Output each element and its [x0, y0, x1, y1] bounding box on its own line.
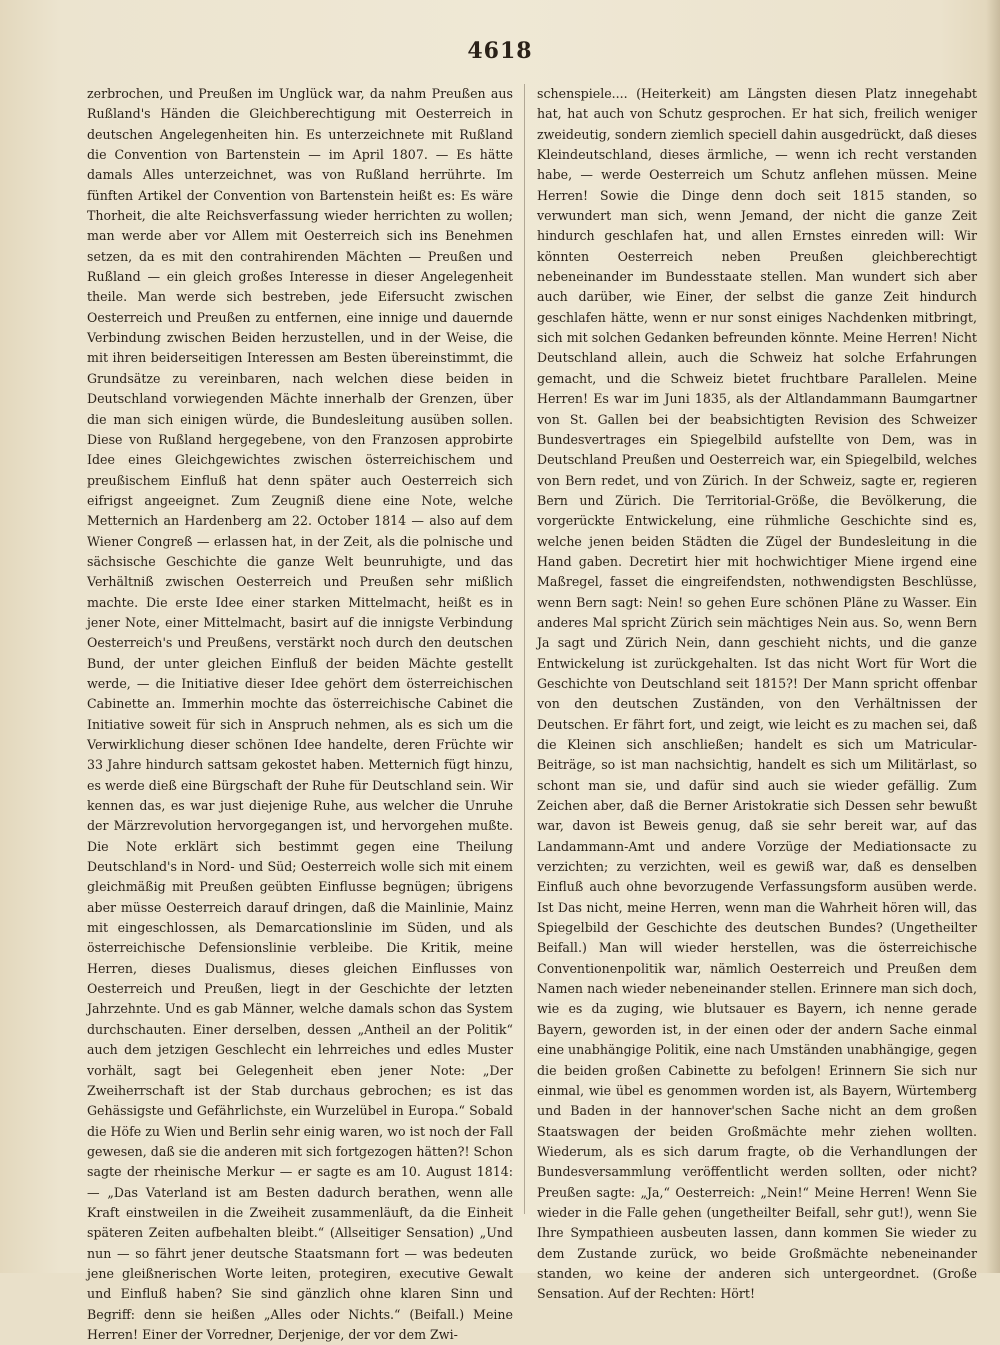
text-column-right	[537, 84, 977, 1305]
column-text-left: zerbrochen, und Preußen im Unglück war, da nahm Preußen aus Rußland's Händen die Gleichberechtigung mit Oesterreich in deutschen Angelegenheiten hin. Es unterzeichnete mit Rußland die Convention von Bartenstein — im April 1807. — Es hätte damals Alles unterzeichnet, was von Rußland herrührte. Im fünften Artikel der Convention von Bartenstein heißt es: Es wäre Thorheit, die alte Reichsverfassung wieder herrichten zu wollen; man werde aber vor Allem mit Oesterreich sich ins Benehmen setzen, da es mit den contrahirenden Mächten — Preußen und Rußland — ein gleich großes Interesse in dieser Angelegenheit theile. Man werde sich bestreben, jede Eifersucht zwischen Oesterreich und Preußen zu entfernen, eine innige und dauernde Verbindung zwischen Beiden herzustellen, und in der Weise, die mit ihren beiderseitigen Interessen am Besten übereinstimmt, die Grundsätze zu vereinbaren, nach welchen diese beiden in Deutschland vorwiegenden Mächte innerhalb der Grenzen, über die man sich einigen würde, die Bundesleitung ausüben sollen. Diese von Rußland hergegebene, von den Franzosen approbirte Idee eines Gleichgewichtes zwischen österreichischem und preußischem Einfluß hat denn später auch Oesterreich sich eifrigst angeeignet. Zum Zeugniß diene eine Note, welche Metternich an Hardenberg am 22. October 1814 — also auf dem Wiener Congreß — erlassen hat, in der Zeit, als die polnische und sächsische Geschichte die ganze Welt beunruhigte, und das Verhältniß zwischen Oesterreich und Preußen sehr mißlich machte. Die erste Idee einer starken Mittelmacht, heißt es in jener Note, einer Mittelmacht, basirt auf die innigste Verbindung Oesterreich's und Preußens, verstärkt noch durch den deutschen Bund, der unter gleichen Einfluß der beiden Mächte gestellt werde, — die Initiative dieser Idee gehört dem österreichischen Cabinette an. Immerhin mochte das österreichische Cabinet die Initiative soweit für sich in Anspruch nehmen, als es sich um die Verwirklichung dieser schönen Idee handelte, deren Früchte wir 33 Jahre hindurch sattsam gekostet haben. Metternich fügt hinzu, es werde dieß eine Bürgschaft der Ruhe für Deutschland sein. Wir kennen das, es war just diejenige Ruhe, aus welcher die Unruhe der Märzrevolution hervorgegangen ist, und hervorgehen mußte. Die Note erklärt sich bestimmt gegen eine Theilung Deutschland's in Nord- und Süd; Oesterreich wolle sich mit einem gleichmäßig mit Preußen geübten Einflusse begnügen; übrigens aber müsse Oesterreich darauf dringen, daß die Mainlinie, Mainz mit eingeschlossen, als Demarcationslinie im Süden, und als österreichische Defensionslinie verbleibe. Die Kritik, meine Herren, dieses Dualismus, dieses gleichen Einflusses von Oesterreich und Preußen, liegt in der Geschichte der letzten Jahrzehnte. Und es gab Männer, welche damals schon das System durchschauten. Einer derselben, dessen „Antheil an der Politik“ auch dem jetzigen Geschlecht ein lehrreiches und edles Muster vorhält, sagt bei Gelegenheit eben jener Note: „Der Zweiherrschaft ist der Stab durchaus gebrochen; es ist das Gehässigste und Gefährlichste, ein Wurzelübel in Europa.“ Sobald die Höfe zu Wien und Berlin sehr einig waren, wo ist noch der Fall gewesen, daß sie die anderen mit sich fortgezogen hätten?! Schon sagte der rheinische Merkur — er sagte es am 10. August 1814: — „Das Vaterland ist am Besten dadurch berathen, wenn alle Kraft einstweilen in die Zweiheit zusammenläuft, da die Einheit späteren Zeiten aufbehalten bleibt.“ (Allseitiger Sensation) „Und nun — so fährt jener deutsche Staatsmann fort — was bedeuten jene gleißnerischen Worte leiten, protegiren, executive Gewalt und Einfluß haben? Sie sind gänzlich ohne klaren Sinn und Begriff: denn sie heißen „Alles oder Nichts.“ (Beifall.) Meine Herren! Einer der Vorredner, Derjenige, der vor dem Zwi-	[87, 86, 513, 1342]
page-edge-shadow	[986, 0, 1000, 1273]
column-divider	[524, 84, 525, 1214]
text-column-left	[87, 84, 513, 1345]
page-number: 4618	[467, 38, 533, 64]
column-text-right: schenspiele.... (Heiterkeit) am Längsten diesen Platz innegehabt hat, hat auch von Schutz gesprochen. Er hat sich, freilich weniger zweideutig, sondern ziemlich speciell dahin ausgedrückt, daß dieses Kleindeutschland, dieses ärmliche, — wenn ich recht verstanden habe, — werde Oesterreich um Schutz anflehen müssen. Meine Herren! Sowie die Dinge denn doch seit 1815 standen, so verwundert man sich, wenn Jemand, der nicht die ganze Zeit hindurch geschlafen hat, und allen Ernstes einreden will: Wir könnten Oesterreich neben Preußen gleichberechtigt nebeneinander im Bundesstaate stellen. Man wundert sich aber auch darüber, wie Einer, der selbst die ganze Zeit hindurch geschlafen hätte, wenn er nur sonst einiges Nachdenken mitbringt, sich mit solchen Gedanken befreunden könnte. Meine Herren! Nicht Deutschland allein, auch die Schweiz hat solche Erfahrungen gemacht, und die Schweiz bietet fruchtbare Parallelen. Meine Herren! Es war im Juni 1835, als der Altlandammann Baumgartner von St. Gallen bei der beabsichtigten Revision des Schweizer Bundesvertrages ein Spiegelbild aufstellte von Dem, was in Deutschland Preußen und Oesterreich war, ein Spiegelbild, welches von Bern redet, und von Zürich. In der Schweiz, sagte er, regieren Bern und Zürich. Die Territorial-Größe, die Bevölkerung, die vorgerückte Entwickelung, eine rühmliche Geschichte sind es, welche jenen beiden Städten die Zügel der Bundesleitung in die Hand gaben. Decretirt hier mit hochwichtiger Miene irgend eine Maßregel, fasset die eingreifendsten, nothwendigsten Beschlüsse, wenn Bern sagt: Nein! so gehen Eure schönen Pläne zu Wasser. Ein anderes Mal spricht Zürich sein mächtiges Nein aus. So, wenn Bern Ja sagt und Zürich Nein, dann geschieht nichts, und die ganze Entwickelung ist zurückgehalten. Ist das nicht Wort für Wort die Geschichte von Deutschland seit 1815?! Der Mann spricht offenbar von den deutschen Zuständen, von den Verhältnissen der Deutschen. Er fährt fort, und zeigt, wie leicht es zu machen sei, daß die Kleinen sich anschließen; handelt es sich um Matricular-Beiträge, so ist man nachsichtig, handelt es sich um Militärlast, so schont man sie, und dafür sind auch sie wieder gefällig. Zum Zeichen aber, daß die Berner Aristokratie sich Dessen sehr bewußt war, davon ist Beweis genug, daß sie sehr bereit war, auf das Landammann-Amt und andere Vorzüge der Mediationsacte zu verzichten; zu verzichten, weil es gewiß war, daß es denselben Einfluß auch ohne bevorzugende Verfassungsform ausüben werde. Ist Das nicht, meine Herren, wenn man die Wahrheit hören will, das Spiegelbild der Geschichte des deutschen Bundes? (Ungetheilter Beifall.) Man will wieder herstellen, was die österreichische Conventionenpolitik war, nämlich Oesterreich und Preußen dem Namen nach wieder nebeneinander stellen. Erinnere man sich doch, wie es da zuging, wie blutsauer es Bayern, ich nenne gerade Bayern, geworden ist, in der einen oder der andern Sache einmal eine unabhängige Politik, eine nach Umständen unabhängige, gegen die beiden großen Cabinette zu befolgen! Erinnern Sie sich nur einmal, wie übel es genommen worden ist, als Bayern, Würtemberg und Baden in der hannover'schen Sache nicht an dem großen Staatswagen der beiden Großmächte mehr ziehen wollten. Wiederum, als es sich darum fragte, ob die Verhandlungen der Bundesversammlung veröffentlicht werden sollten, oder nicht? Preußen sagte: „Ja,“ Oesterreich: „Nein!“ Meine Herren! Wenn Sie wieder in die Falle gehen (ungetheilter Beifall, sehr gut!), wenn Sie Ihre Sympathieen ausbeuten lassen, dann kommen Sie wieder zu dem Zustande zurück, wo beide Großmächte nebeneinander standen, wo keine der anderen sich untergeordnet. (Große Sensation. Auf der Rechten: Hört!	[537, 86, 977, 1302]
